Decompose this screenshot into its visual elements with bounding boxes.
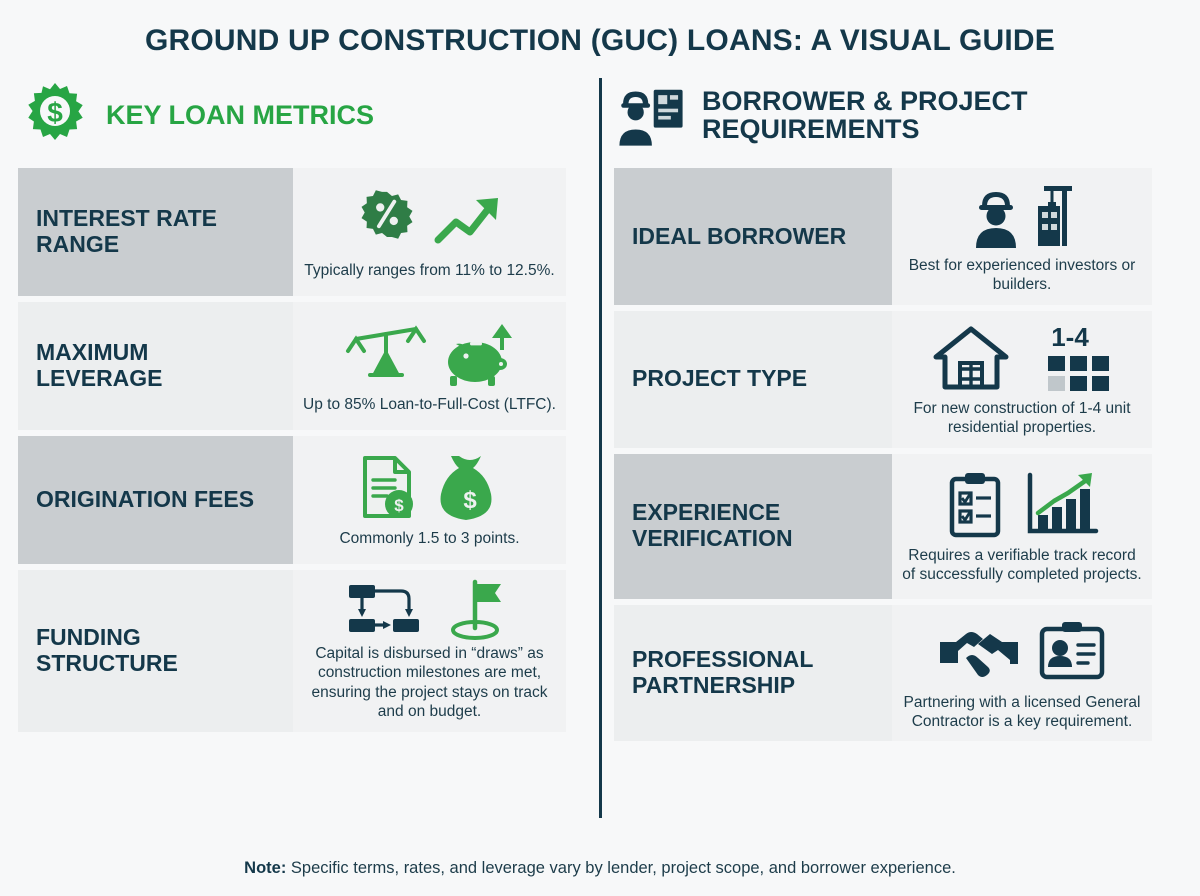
row-content: [892, 454, 1152, 599]
row-label: MAXIMUM LEVERAGE: [18, 302, 293, 430]
right-column-heading: BORROWER & PROJECT REQUIREMENTS: [702, 85, 1028, 144]
workflow-diagram-icon: [347, 579, 431, 641]
left-column: [18, 68, 584, 747]
row-description: Typically ranges from 11% to 12.5%.: [304, 262, 555, 280]
worker-blueprint-icon: [614, 78, 688, 152]
row-icons: [966, 176, 1078, 254]
right-rows: [614, 168, 1150, 747]
unit-grid-icon: [1026, 322, 1114, 394]
row-description: Up to 85% Loan-to-Full-Cost (LTFC).: [303, 396, 556, 414]
row-icons: [930, 319, 1114, 397]
metric-row-funding-structure: [18, 570, 566, 732]
row-description: For new construction of 1-4 unit residential properties.: [913, 399, 1131, 437]
row-icons: [356, 181, 504, 259]
columns-container: [0, 68, 1200, 747]
row-icons: [355, 449, 505, 527]
row-icons: [944, 466, 1100, 544]
left-rows: [18, 168, 570, 738]
row-content: [293, 436, 566, 564]
growth-chart-icon: [1020, 469, 1100, 541]
svg-text:$: $: [462, 487, 477, 515]
page-title: GROUND UP CONSTRUCTION (GUC) LOANS: A VISUAL GUIDE: [144, 24, 1055, 57]
footer-note: [0, 859, 1200, 878]
row-content: [892, 168, 1152, 305]
house-icon: [930, 323, 1012, 393]
row-content: [892, 311, 1152, 448]
metric-row-interest-rate: [18, 168, 566, 296]
row-label: INTEREST RATE RANGE: [18, 168, 293, 296]
vertical-divider: [599, 78, 602, 818]
row-content: [892, 605, 1152, 742]
requirement-row-project-type: [614, 311, 1152, 448]
document-dollar-icon: [355, 452, 421, 524]
right-column-header: [614, 68, 1150, 168]
left-column-header: [18, 68, 570, 168]
row-description: Partnering with a licensed General Contractor is a key requirement.: [903, 693, 1141, 730]
gear-dollar-icon: [18, 78, 92, 152]
requirement-row-ideal-borrower: [614, 168, 1152, 305]
row-content: [293, 168, 566, 296]
percent-badge-icon: [356, 189, 418, 251]
right-column: [584, 68, 1150, 747]
row-icons: [347, 578, 513, 642]
row-description: Requires a verifiable track record of successfully completed projects.: [902, 546, 1142, 583]
metric-row-maximum-leverage: [18, 302, 566, 430]
metric-row-origination-fees: [18, 436, 566, 564]
handshake-icon: [936, 622, 1022, 682]
balance-scale-icon: [344, 319, 428, 389]
upward-arrow-icon: [432, 192, 504, 248]
row-label: FUNDING STRUCTURE: [18, 570, 293, 732]
svg-text:$: $: [393, 496, 404, 516]
row-label: EXPERIENCE VERIFICATION: [614, 454, 892, 599]
id-badge-icon: [1036, 619, 1108, 685]
row-content: [293, 302, 566, 430]
row-label: PROFESSIONAL PARTNERSHIP: [614, 605, 892, 742]
row-icons: [936, 613, 1108, 691]
money-bag-icon: [435, 452, 505, 524]
checklist-clipboard-icon: [944, 469, 1006, 541]
piggy-bank-icon: [442, 320, 516, 388]
flag-goal-icon: [445, 578, 513, 642]
svg-text:1-4: 1-4: [1051, 321, 1089, 352]
row-label: ORIGINATION FEES: [18, 436, 293, 564]
row-description: Capital is disbursed in “draws” as construction milestones are met, ensuring the project stays on track and on budget.: [311, 645, 548, 721]
requirement-row-professional-partnership: [614, 605, 1152, 742]
row-label: IDEAL BORROWER: [614, 168, 892, 305]
row-label: PROJECT TYPE: [614, 311, 892, 448]
left-column-heading: KEY LOAN METRICS: [106, 99, 375, 130]
builder-crane-icon: [966, 180, 1078, 250]
row-description: Best for experienced investors or builders.: [908, 257, 1136, 294]
svg-text:$: $: [47, 97, 63, 128]
footer-note-text: Specific terms, rates, and leverage vary by lender, project scope, and borrower experience.: [286, 859, 956, 877]
footer-note-prefix: Note:: [244, 859, 287, 877]
row-description: Commonly 1.5 to 3 points.: [339, 530, 520, 548]
row-icons: [344, 315, 516, 393]
row-content: [293, 570, 566, 732]
requirement-row-experience-verification: [614, 454, 1152, 599]
